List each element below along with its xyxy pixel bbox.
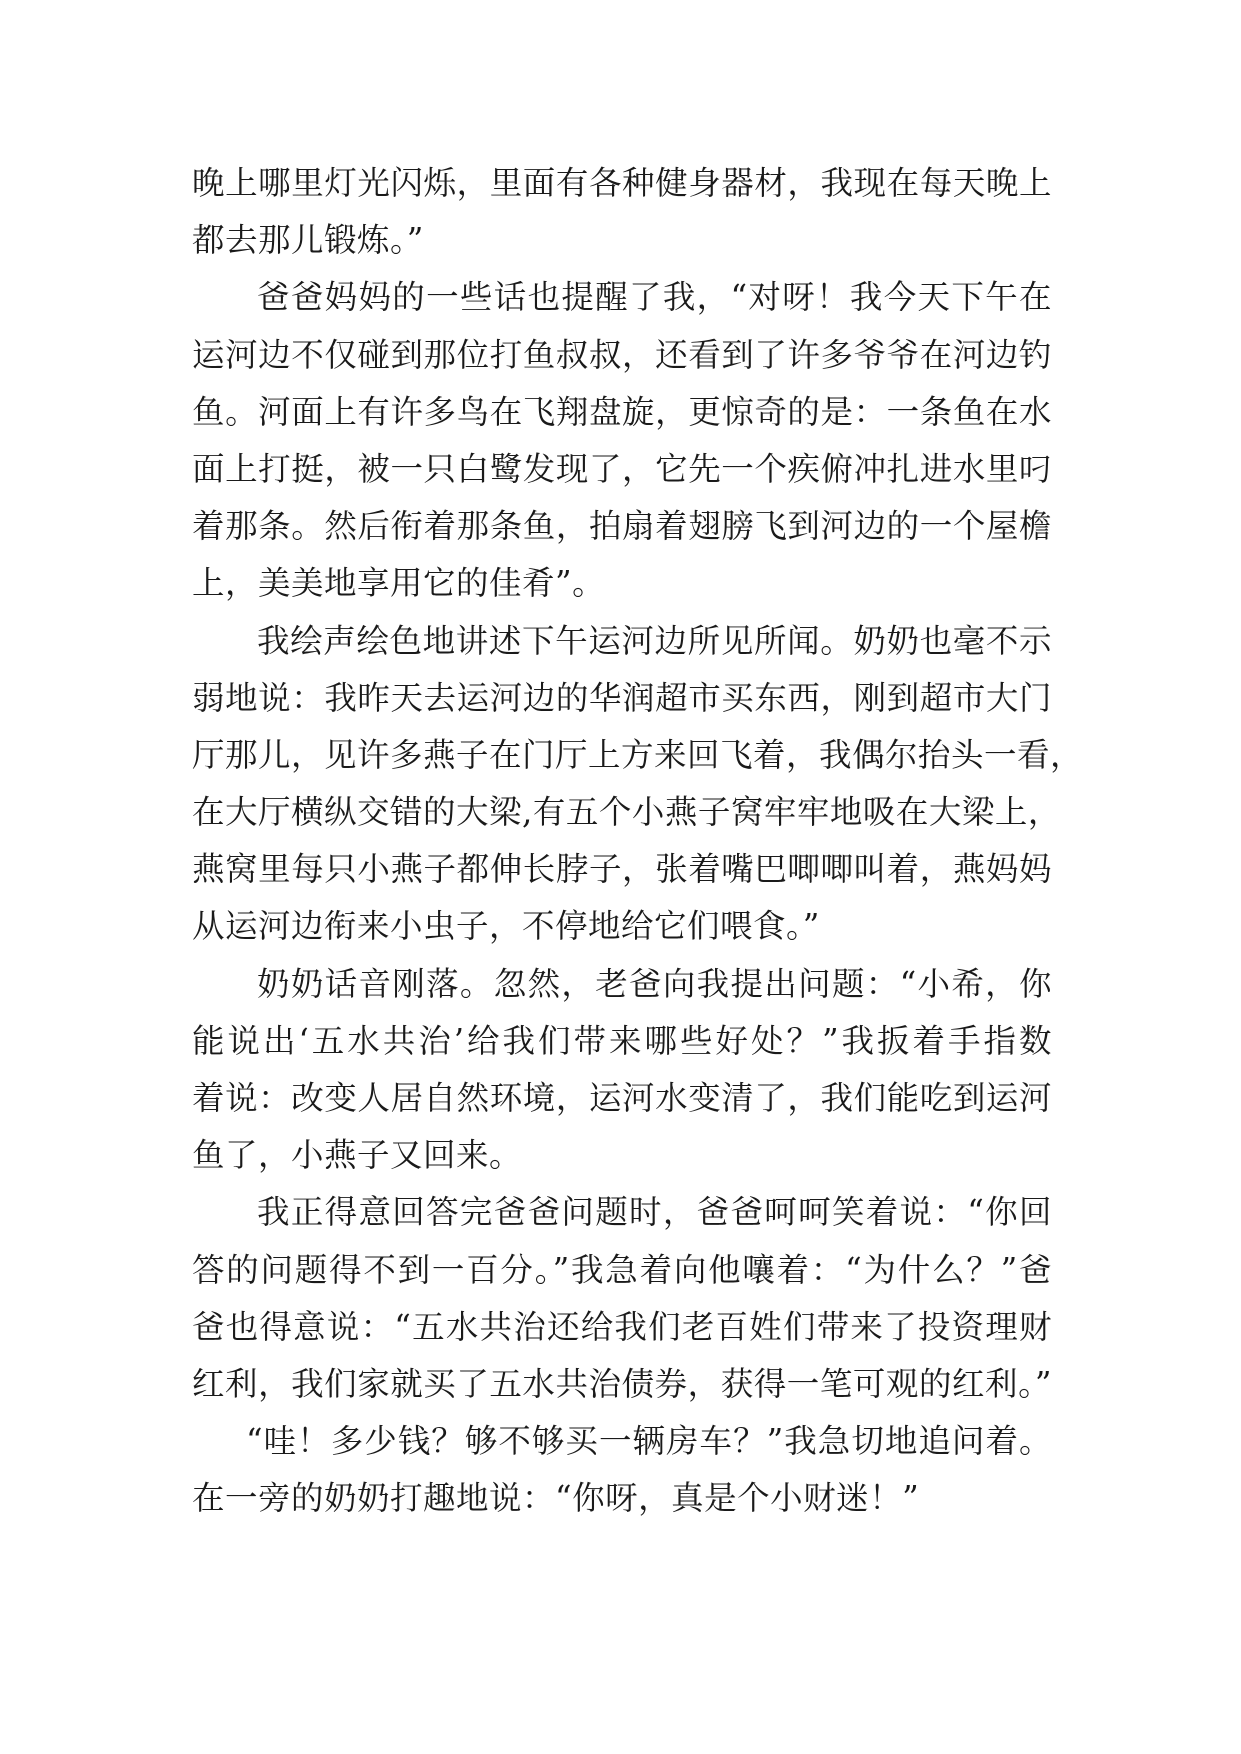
paragraph xyxy=(192,1413,1052,1527)
paragraph xyxy=(192,956,1052,1185)
text-line: 鱼了，小燕子又回来。 xyxy=(192,1136,523,1175)
text-line: 运河边不仅碰到那位打鱼叔叔，还看到了许多爷爷在河边钓 xyxy=(192,335,1052,374)
text-line: 爸爸妈妈的一些话也提醒了我，“对呀！我今天下午在 xyxy=(257,278,1052,317)
text-line: 燕窝里每只小燕子都伸长脖子，张着嘴巴唧唧叫着，燕妈妈 xyxy=(192,850,1052,889)
text-line: 爸也得意说：“五水共治还给我们老百姓们带来了投资理财 xyxy=(192,1307,1052,1346)
paragraph xyxy=(192,1184,1052,1413)
text-line: 晚上哪里灯光闪烁，里面有各种健身器材，我现在每天晚上 xyxy=(192,164,1052,202)
text-line: 在大厅横纵交错的大梁,有五个小燕子窝牢牢地吸在大梁上， xyxy=(192,793,1061,832)
text-line: 着那条。然后衔着那条鱼，拍扇着翅膀飞到河边的一个屋檐 xyxy=(192,507,1052,546)
text-line: 奶奶话音刚落。忽然，老爸向我提出问题：“小希，你 xyxy=(257,964,1052,1003)
text-line: 我正得意回答完爸爸问题时，爸爸呵呵笑着说：“你回 xyxy=(257,1193,1052,1232)
text-line: 鱼。河面上有许多鸟在飞翔盘旋，更惊奇的是：一条鱼在水 xyxy=(192,392,1052,431)
paragraph xyxy=(192,613,1084,956)
text-line: 弱地说：我昨天去运河边的华润超市买东西，刚到超市大门 xyxy=(192,678,1052,717)
text-line: 厅那儿，见许多燕子在门厅上方来回飞着，我偶尔抬头一看， xyxy=(192,735,1084,774)
text-line: 都去那儿锻炼。” xyxy=(192,221,424,260)
text-line: 能说出‘五水共治’给我们带来哪些好处？”我扳着手指数 xyxy=(192,1021,1052,1060)
text-line: 面上打挺，被一只白鹭发现了，它先一个疾俯冲扎进水里叼 xyxy=(192,449,1052,488)
text-line: 着说：改变人居自然环境，运河水变清了，我们能吃到运河 xyxy=(192,1079,1052,1117)
paragraph xyxy=(192,269,1052,612)
text-line: 红利，我们家就买了五水共治债券，获得一笔可观的红利。” xyxy=(192,1364,1052,1403)
text-line: 我绘声绘色地讲述下午运河边所见所闻。奶奶也毫不示 xyxy=(257,621,1052,660)
text-line: 上，美美地享用它的佳肴”。 xyxy=(192,564,606,603)
text-line: 在一旁的奶奶打趣地说：“你呀，真是个小财迷！” xyxy=(192,1479,920,1518)
paragraph xyxy=(192,155,1052,269)
text-line: 从运河边衔来小虫子，不停地给它们喂食。” xyxy=(192,907,820,946)
body-text xyxy=(192,155,1084,1528)
text-line: “哇！多少钱？够不够买一辆房车？”我急切地追问着。 xyxy=(246,1422,1052,1461)
text-line: 答的问题得不到一百分。”我急着向他嚷着：“为什么？”爸 xyxy=(192,1250,1052,1289)
